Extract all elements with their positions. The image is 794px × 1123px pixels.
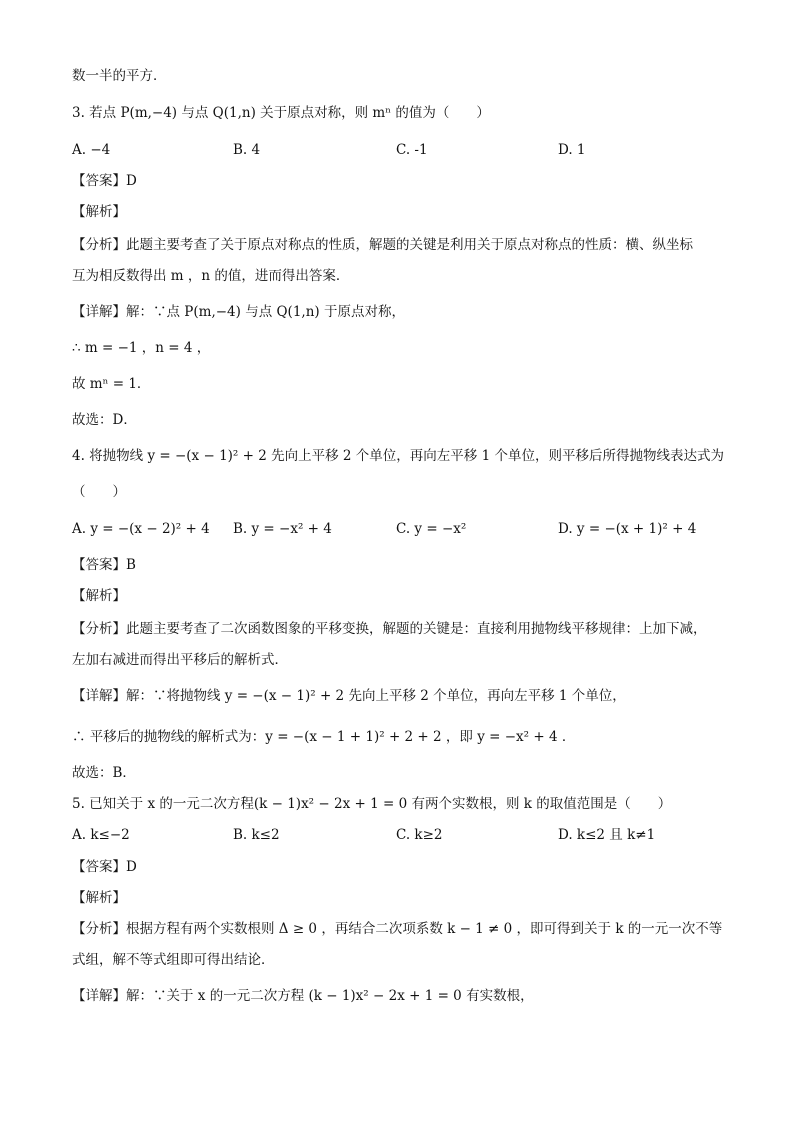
option-d: D. k≤2 且 k≠1 bbox=[558, 827, 656, 843]
question-3: 3. 若点 P(m,−4) 与点 Q(1,n) 关于原点对称，则 mⁿ 的值为（ ） bbox=[72, 105, 490, 121]
option-c: C. k≥2 bbox=[396, 827, 443, 843]
line-text: 数一半的平方． bbox=[72, 68, 167, 84]
answer-label: 【答案】B bbox=[72, 557, 136, 573]
answer-label: 【答案】D bbox=[72, 173, 137, 189]
analysis-text: 【分析】此题主要考查了二次函数图象的平移变换，解题的关键是：直接利用抛物线平移规律：上加下减， bbox=[72, 621, 707, 637]
analysis-label: 【解析】 bbox=[72, 890, 126, 906]
detail-text: 【详解】解：∵关于 x 的一元二次方程 (k − 1)x² − 2x + 1 = 0 有实数根， bbox=[72, 988, 534, 1004]
detail-text: 故选：B． bbox=[72, 765, 136, 781]
detail-text: ∴ 平移后的抛物线的解析式为：y = −(x − 1 + 1)² + 2 + 2 ，即 y = −x² + 4 ． bbox=[72, 729, 576, 745]
detail-text: ∴ m = −1 ，n = 4 ， bbox=[72, 340, 211, 356]
answer-label: 【答案】D bbox=[72, 859, 137, 875]
detail-text: 【详解】解：∵将抛物线 y = −(x − 1)² + 2 先向上平移 2 个单位，再向左平移 1 个单位， bbox=[72, 688, 626, 704]
option-b: B. k≤2 bbox=[233, 827, 280, 843]
analysis-label: 【解析】 bbox=[72, 588, 126, 604]
question-4: 4. 将抛物线 y = −(x − 1)² + 2 先向上平移 2 个单位，再向左平移 1 个单位，则平移后所得抛物线表达式为 bbox=[72, 448, 724, 464]
analysis-text: 互为相反数得出 m ，n 的值，进而得出答案． bbox=[72, 268, 350, 284]
option-a: A. y = −(x − 2)² + 4 bbox=[72, 521, 210, 537]
detail-text: 【详解】解：∵点 P(m,−4) 与点 Q(1,n) 于原点对称， bbox=[72, 304, 405, 320]
analysis-text: 【分析】此题主要考查了关于原点对称点的性质，解题的关键是利用关于原点对称点的性质：横、纵坐标 bbox=[72, 237, 693, 253]
detail-text: 故选：D． bbox=[72, 412, 137, 428]
option-d: D. 1 bbox=[558, 142, 586, 158]
analysis-text: 左加右减进而得出平移后的解析式． bbox=[72, 652, 288, 668]
question-5: 5. 已知关于 x 的一元二次方程(k − 1)x² − 2x + 1 = 0 有两个实数根，则 k 的取值范围是（ ） bbox=[72, 796, 672, 812]
option-b: B. y = −x² + 4 bbox=[233, 521, 332, 537]
option-c: C. -1 bbox=[396, 142, 428, 158]
option-a: A. k≤−2 bbox=[72, 827, 130, 843]
question-4-paren: （ ） bbox=[72, 484, 126, 500]
option-c: C. y = −x² bbox=[396, 521, 467, 537]
option-a: A. −4 bbox=[72, 142, 111, 158]
analysis-text: 式组，解不等式组即可得出结论． bbox=[72, 952, 275, 968]
analysis-label: 【解析】 bbox=[72, 204, 126, 220]
option-d: D. y = −(x + 1)² + 4 bbox=[558, 521, 697, 537]
option-b: B. 4 bbox=[233, 142, 261, 158]
detail-text: 故 mⁿ = 1． bbox=[72, 376, 151, 392]
analysis-text: 【分析】根据方程有两个实数根则 Δ ≥ 0 ，再结合二次项系数 k − 1 ≠ 0 ，即可得到关于 k 的一元一次不等 bbox=[72, 921, 723, 937]
